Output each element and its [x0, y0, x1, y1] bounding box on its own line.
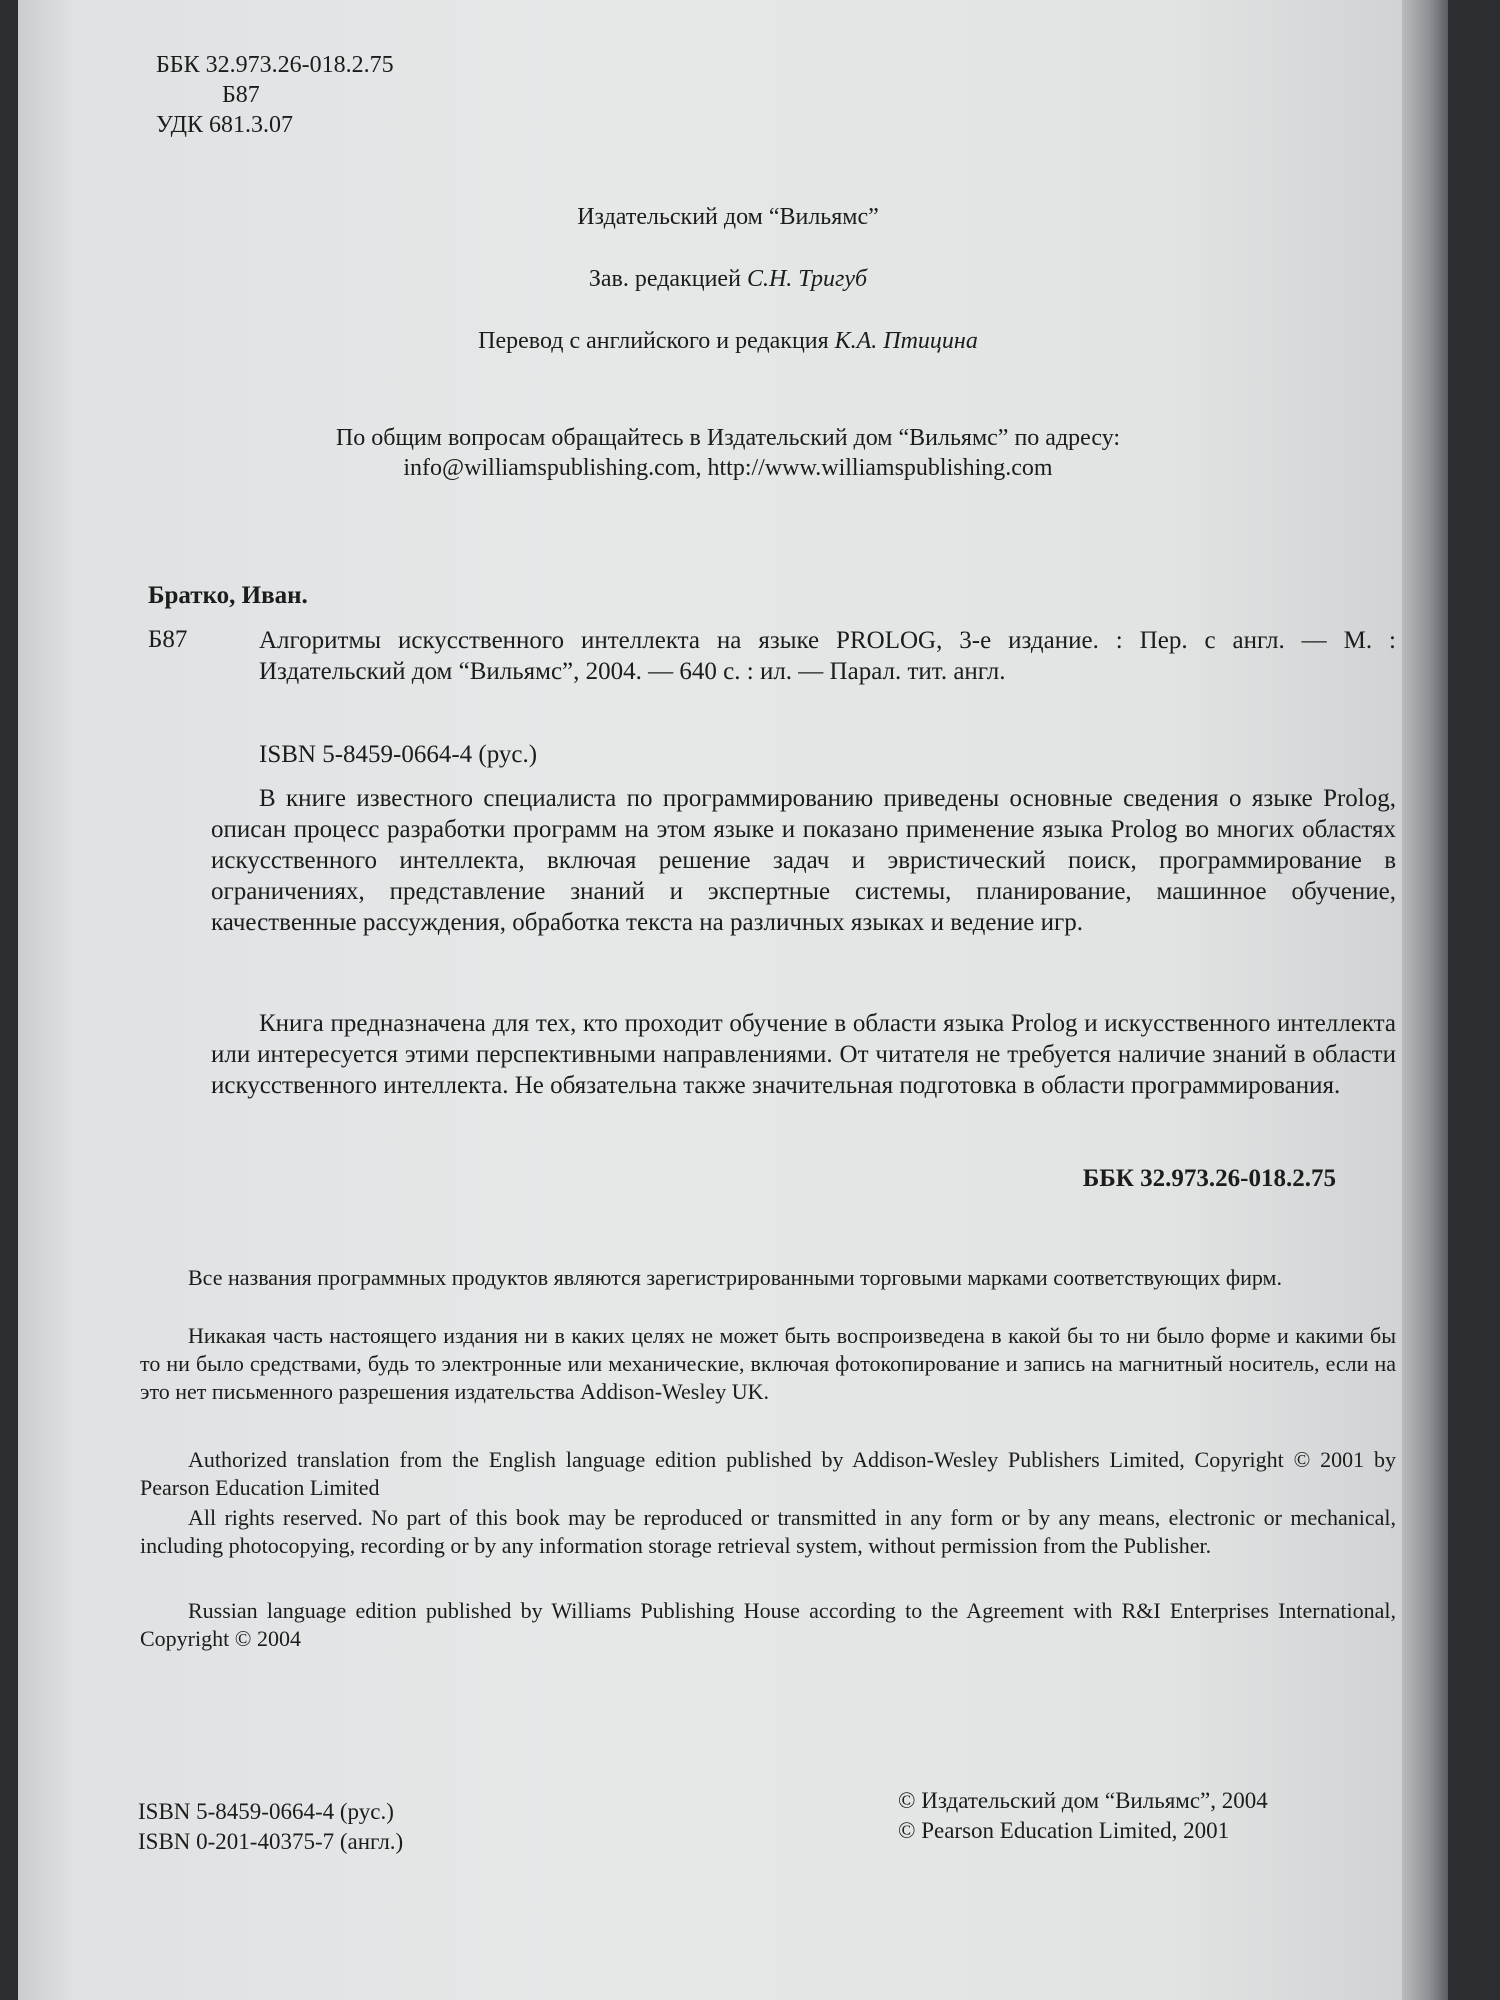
bbk-code: ББК 32.973.26-018.2.75: [156, 52, 394, 78]
book-page: [18, 0, 1448, 2000]
translator-line: [18, 326, 1438, 356]
chief-editor-label: Зав. редакцией: [588, 266, 741, 292]
catalog-abstract-2: Книга предназначена для тех, кто проходит обучение в области языка Prolog и искусственного интеллекта или интересуется этими перспективными направлениями. От читателя не требуется наличие знаний в области искусственного интеллекта. Не обязательна также значительная подготовка в области программирования.: [211, 1010, 1396, 1099]
author-mark: Б87: [222, 82, 260, 108]
catalog-abstract-1: В книге известного специалиста по программированию приведены основные сведения о языке Prolog, описан процесс разработки программ на этом языке и показано применение языка Prolog во многих областях искусственного интеллекта, включая решение задач и эвристический поиск, программирование в ограничениях, представление знаний и экспертные системы, планирование, машинное обучение, качественные рассуждения, обработка текста на различных языках и ведение игр.: [211, 785, 1396, 936]
contact-line-1: По общим вопросам обращайтесь в Издательский дом “Вильямс” по адресу:: [335, 425, 1121, 451]
udk-code: УДК 681.3.07: [156, 112, 293, 138]
catalog-bibliographic: Алгоритмы искусственного интеллекта на языке PROLOG, 3-е издание. : Пер. с англ. — М. : Издательский дом “Вильямс”, 2004. — 640 с. : ил. — Парал. тит. англ.: [259, 627, 1396, 685]
footer-isbn-en: ISBN 0-201-40375-7 (англ.): [138, 1829, 404, 1854]
chief-editor-line: [18, 264, 1438, 294]
translator-name: К.А. Птицина: [834, 328, 978, 354]
catalog-author: Братко, Иван.: [148, 582, 308, 609]
legal-rights-ru: Никакая часть настоящего издания ни в каких целях не может быть воспроизведена в какой бы то ни было форме и какими бы то ни было средствами, будь то электронные или механические, включая фотокопирование и запись на магнитный носитель, если на это нет письменного разрешения издательства Addison-Wesley UK.: [140, 1323, 1396, 1404]
footer-copyright-en: © Pearson Education Limited, 2001: [898, 1818, 1230, 1843]
catalog-bbk: ББК 32.973.26-018.2.75: [1082, 1165, 1336, 1192]
contact-line-2: info@williamspublishing.com, http://www.williamspublishing.com: [403, 455, 1053, 481]
legal-trademarks: Все названия программных продуктов являются зарегистрированными торговыми марками соответствующих фирм.: [188, 1265, 1282, 1290]
chief-editor-name: С.Н. Тригуб: [746, 266, 868, 292]
footer-isbn-ru: ISBN 5-8459-0664-4 (рус.): [138, 1799, 394, 1824]
publisher-name: Издательский дом “Вильямс”: [577, 204, 879, 230]
catalog-mark: Б87: [148, 626, 188, 653]
footer-copyright-ru: © Издательский дом “Вильямс”, 2004: [898, 1788, 1268, 1813]
legal-rights-en: All rights reserved. No part of this book may be reproduced or transmitted in any form or by any means, electronic or mechanical, including photocopying, recording or by any information storage retrieval system, without permission from the Publisher.: [140, 1505, 1396, 1558]
catalog-isbn: ISBN 5-8459-0664-4 (рус.): [259, 741, 538, 768]
translator-label: Перевод с английского и редакция: [478, 328, 829, 354]
legal-authorized-translation: Authorized translation from the English language edition published by Addison-Wesley Publishers Limited, Copyright © 2001 by Pearson Education Limited: [140, 1447, 1396, 1500]
page-binding-edge: [1402, 0, 1448, 2000]
legal-russian-edition: Russian language edition published by Williams Publishing House according to the Agreement with R&I Enterprises International, Copyright © 2004: [140, 1598, 1396, 1651]
